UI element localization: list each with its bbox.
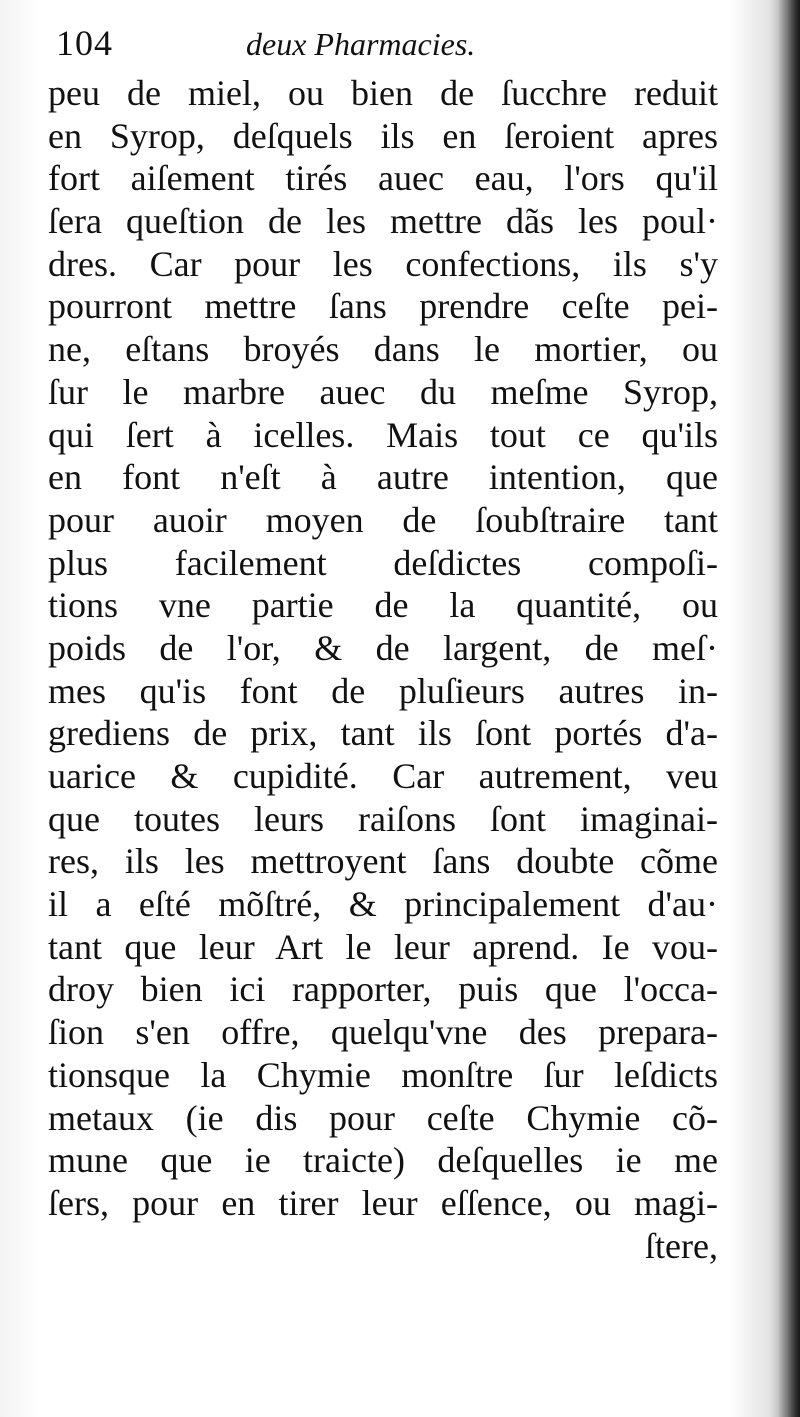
catchword: ſtere, xyxy=(645,1225,718,1266)
text-line: tant que leur Art le leur aprend. Ie vou- xyxy=(48,926,718,967)
text-line: res, ils les mettroyent ſans doubte cõme xyxy=(48,841,718,882)
text-line: tions vne partie de la quantité, ou xyxy=(48,585,718,626)
text-line: fort aiſement tirés auec eau, l'ors qu'il xyxy=(48,158,718,199)
text-line: ſur le marbre auec du meſme Syrop, xyxy=(48,371,718,412)
running-title: deux Pharmacies. xyxy=(246,26,476,62)
text-line: qui ſert à icelles. Mais tout ce qu'ils xyxy=(48,414,718,455)
text-line: pour auoir moyen de ſoubſtraire tant xyxy=(48,499,718,540)
text-line: mes qu'is font de pluſieurs autres in- xyxy=(48,670,718,711)
text-line: metaux (ie dis pour ceſte Chymie cõ- xyxy=(48,1097,718,1138)
text-line: que toutes leurs raiſons ſont imaginai- xyxy=(48,798,718,839)
page-edge-shadow xyxy=(778,0,800,1417)
text-line: il a eſté mõſtré, & principalement d'au· xyxy=(48,884,718,925)
running-head xyxy=(56,18,736,68)
text-line: pourront mettre ſans prendre ceſte pei- xyxy=(48,286,718,327)
text-line: uarice & cupidité. Car autrement, veu xyxy=(48,756,718,796)
text-line: poids de l'or, & de largent, de meſ· xyxy=(48,627,718,668)
text-line: ſera queſtion de les mettre dãs les poul· xyxy=(48,201,718,242)
text-line: droy bien ici rapporter, puis que l'occa- xyxy=(48,969,718,1010)
text-line: dres. Car pour les confections, ils s'y xyxy=(48,243,718,284)
body-text xyxy=(48,72,718,1267)
text-line: plus facilement deſdictes compoſi- xyxy=(48,542,718,583)
text-line: en Syrop, deſquels ils en ſeroient apres xyxy=(48,115,718,156)
page-number: 104 xyxy=(56,23,113,63)
text-line: grediens de prix, tant ils ſont portés d'a- xyxy=(48,713,718,754)
text-line: peu de miel, ou bien de ſucchre reduit xyxy=(48,73,718,113)
text-line: mune que ie traicte) deſquelles ie me xyxy=(48,1140,718,1181)
text-line: tionsque la Chymie monſtre ſur leſdicts xyxy=(48,1054,718,1095)
text-line: ſers, pour en tirer leur eſſence, ou magi- xyxy=(48,1182,718,1223)
text-line: ſion s'en offre, quelqu'vne des prepara- xyxy=(48,1012,718,1053)
text-line: en font n'eſt à autre intention, que xyxy=(48,457,718,498)
text-line: ne, eſtans broyés dans le mortier, ou xyxy=(48,329,718,370)
